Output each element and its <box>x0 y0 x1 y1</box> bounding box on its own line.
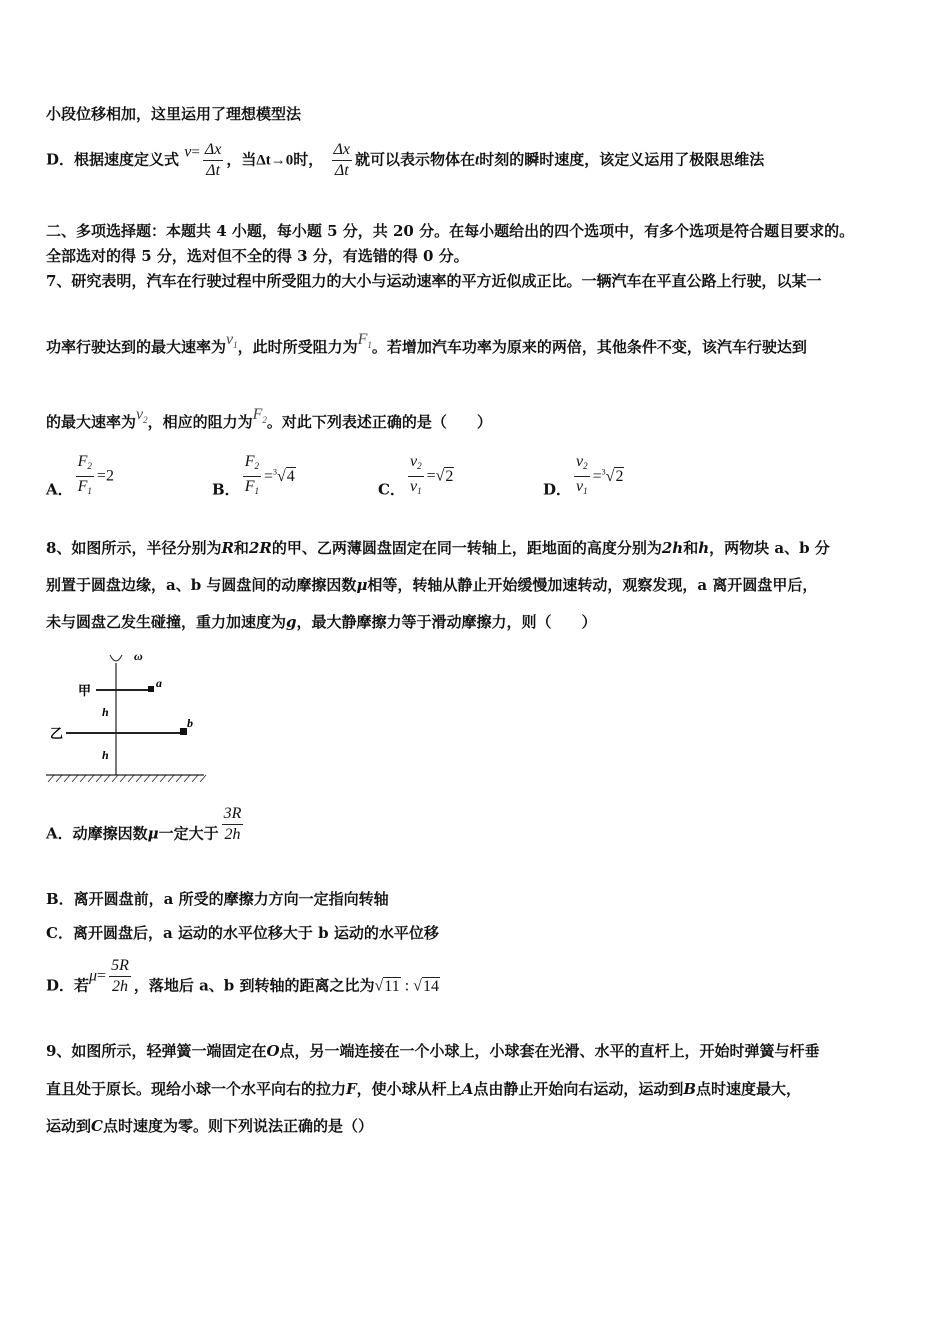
q7-stem-line3: 的最大速率为$v^2$，相应的阻力为$F^2$。对此下列表述正确的是（ ） <box>46 406 492 431</box>
q7-option-c[interactable]: C． $\frac{v_2}{v_1}$ =√2 <box>378 453 454 499</box>
rotation-arrow-icon <box>110 655 122 661</box>
q7-option-d[interactable]: D． $\frac{v_2}{v_1}$ =$^3$√2 <box>543 453 624 499</box>
q8-stem-line3: 未与圆盘乙发生碰撞，重力加速度为g，最大静摩擦力等于滑动摩擦力，则（ ） <box>46 613 597 631</box>
q7-option-b[interactable]: B． $\frac{F_2}{F_1}$ =$^3$√4 <box>212 453 295 499</box>
label-jia: 甲 <box>78 683 92 698</box>
omega-label: ω <box>134 649 143 663</box>
label-h-lower: h <box>102 748 109 762</box>
label-a: a <box>156 676 162 690</box>
q8-option-b[interactable]: B．离开圆盘前，a 所受的摩擦力方向一定指向转轴 <box>46 890 389 908</box>
section2-heading: 二、多项选择题：本题共 4 小题，每小题 5 分，共 20 分。在每小题给出的四个选项中，有多个选项是符合题目要求的。 <box>46 222 855 240</box>
q8-stem-line1: 8、如图所示，半径分别为R和2R的甲、乙两薄圆盘固定在同一转轴上，距地面的高度分别为2h和h，两物块 a、b 分 <box>46 539 830 557</box>
q6-continued-line: 小段位移相加，这里运用了理想模型法 <box>46 105 302 123</box>
q9-stem-line3: 运动到C点时速度为零。则下列说法正确的是（） <box>46 1117 373 1135</box>
q7-stem-line1: 7、研究表明，汽车在行驶过程中所受阻力的大小与运动速率的平方近似成正比。一辆汽车在平直公路上行驶，以某一 <box>46 272 822 290</box>
q6-option-d: D．根据速度定义式 v= $\frac{\Delta x}{\Delta t}$ ，当Δt→0时， $\frac{\Delta x}{\Delta t}$ 就可以表示物体在t时刻的瞬时速度，该定义运用了极限思维法 <box>46 141 765 179</box>
q8-stem-line2: 别置于圆盘边缘，a、b 与圆盘间的动摩擦因数μ相等，转轴从静止开始缓慢加速转动，观察发现，a 离开圆盘甲后， <box>46 576 818 594</box>
q7-option-a[interactable]: A． $\frac{F_2}{F_1}$ =2 <box>46 453 114 499</box>
q9-stem-line1: 9、如图所示，轻弹簧一端固定在O点，另一端连接在一个小球上，小球套在光滑、水平的直杆上，开始时弹簧与杆垂 <box>46 1042 820 1060</box>
q8-option-a[interactable]: A．动摩擦因数μ一定大于 $\frac{3R}{2h}$ <box>46 805 242 843</box>
label-yi: 乙 <box>50 726 64 741</box>
block-b <box>180 728 187 735</box>
velocity-fraction: $\frac{\Delta x}{\Delta t}$ <box>204 141 222 179</box>
section2-heading-line2: 全部选对的得 5 分，选对但不全的得 3 分，有选错的得 0 分。 <box>46 247 469 265</box>
q8-option-c[interactable]: C．离开圆盘后，a 运动的水平位移大于 b 运动的水平位移 <box>46 924 439 942</box>
q7-stem-line2: 功率行驶达到的最大速率为$v^1$，此时所受阻力为$F^1$。若增加汽车功率为原来的两倍，其他条件不变，该汽车行驶达到 <box>46 331 807 356</box>
block-a <box>148 686 154 692</box>
ratio-fraction: $\frac{\Delta x}{\Delta t}$ <box>333 141 351 179</box>
label-h-upper: h <box>102 705 109 719</box>
ground-hatching <box>48 775 206 782</box>
q9-stem-line2: 直且处于原长。现给小球一个水平向右的拉力F，使小球从杆上A点由静止开始向右运动，运动到B点时速度最大， <box>46 1080 802 1098</box>
q8-option-d[interactable]: D．若μ= $\frac{5R}{2h}$ ，落地后 a、b 到转轴的距离之比为√11 : √14 <box>46 957 439 995</box>
label-b: b <box>187 716 193 730</box>
q8-disk-figure <box>44 645 214 785</box>
